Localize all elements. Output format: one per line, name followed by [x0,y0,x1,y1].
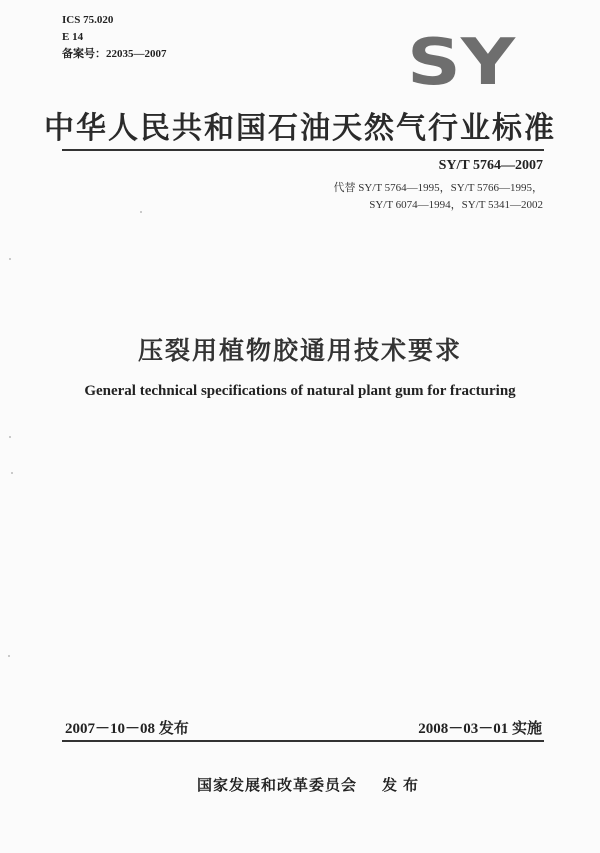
category-code: E 14 [62,31,84,43]
scan-speck [8,655,10,657]
document-title-cn: 压裂用植物胶通用技术要求 [137,336,462,365]
top-divider [62,149,544,151]
issuing-authority: 国家发展和改革委员会 [197,776,358,794]
standard-number: SY/T 5764—2007 [438,158,543,173]
logo-text: SY [407,30,516,88]
replaces-line-2: SY/T 6074—1994，SY/T 5341—2002 [369,199,543,211]
scan-speck [11,472,13,474]
bottom-divider [62,740,544,742]
document-title-en: General technical specifications of natural plant gum for fracturing [84,383,516,399]
publish-date: 2007－10－08 发布 [65,721,189,737]
scan-speck [9,436,11,438]
issue-label: 发布 [382,776,425,794]
scan-speck [9,258,11,260]
ics-code: ICS 75.020 [62,14,114,26]
standard-title: 中华人民共和国石油天然气行业标准 [44,111,556,146]
record-number: 备案号：22035—2007 [62,48,167,60]
implementation-date: 2008－03－01 实施 [418,721,542,737]
scan-speck [140,211,142,213]
replaces-line-1: 代替 SY/T 5764—1995，SY/T 5766—1995， [333,182,543,194]
sy-logo [405,30,517,88]
